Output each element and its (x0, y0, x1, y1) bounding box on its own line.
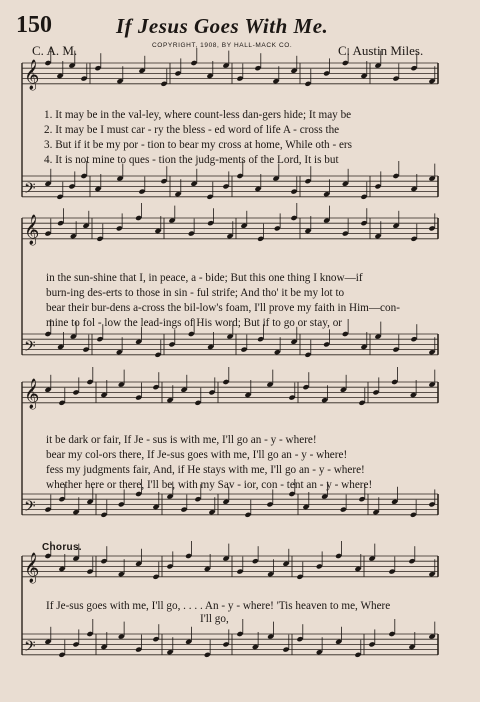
verse2-line2: burn-ing des-erts to those in sin - ful strife; And tho' it be my lot to (46, 287, 345, 299)
verse2-line1: 2. It may be I must car - ry the bless - ed word of life A - cross the (44, 124, 340, 136)
hymn-title: If Jesus Goes With Me. (116, 14, 329, 38)
svg-text:𝄞: 𝄞 (24, 378, 40, 409)
svg-text:𝄢: 𝄢 (24, 337, 36, 359)
verse4-line3: whether here or there, I'll be, with my Sav - ior, con - tent an - y - where! (46, 479, 373, 491)
verse1-line2: in the sun-shine that I, in peace, a - bide; But this one thing I know—if (46, 272, 363, 284)
verse3-line3: fess my judgments fair, And, if He stays with me, I'll go an - y - where! (46, 464, 365, 476)
chorus-lyric: If Je-sus goes with me, I'll go, . . . . An - y - where! 'Tis heaven to me, Where (46, 600, 391, 612)
verse3-line1: 3. But if it be my por - tion to bear my cross at home, While oth - ers (44, 139, 353, 151)
svg-text:𝄢: 𝄢 (24, 637, 36, 659)
svg-text:𝄢: 𝄢 (24, 179, 36, 201)
verse1-line1: 1. It may be in the val-ley, where count-less dan-gers hide; It may be (44, 109, 352, 121)
svg-text:𝄞: 𝄞 (24, 59, 40, 90)
chorus-label: Chorus. (42, 542, 82, 553)
verse2-line3: bear my col-ors there, If Je-sus goes with me, I'll go an - y - where! (46, 449, 348, 461)
chorus-alt-lyric: I'll go, (200, 613, 229, 625)
music-credit: C. Austin Miles. (338, 43, 424, 58)
verse1-line3: it be dark or fair, If Je - sus is with me, I'll go an - y - where! (46, 434, 317, 446)
svg-text:𝄞: 𝄞 (24, 214, 40, 245)
words-credit: C. A. M. (32, 43, 78, 58)
verse3-line2: bear their bur-dens a-cross the bil-low's foam, I'll prove my faith in Him—con- (46, 302, 400, 314)
svg-text:𝄞: 𝄞 (24, 552, 40, 583)
hymn-number: 150 (16, 12, 52, 38)
copyright-notice: COPYRIGHT, 1908, BY HALL-MACK CO. (152, 42, 293, 49)
svg-text:𝄢: 𝄢 (24, 497, 36, 519)
verse4-line1: 4. It is not mine to ques - tion the judg-ments of the Lord, It is but (44, 154, 339, 166)
verse4-line2: mine to fol - low the lead-ings of His word; But if to go or stay, or (46, 317, 343, 329)
